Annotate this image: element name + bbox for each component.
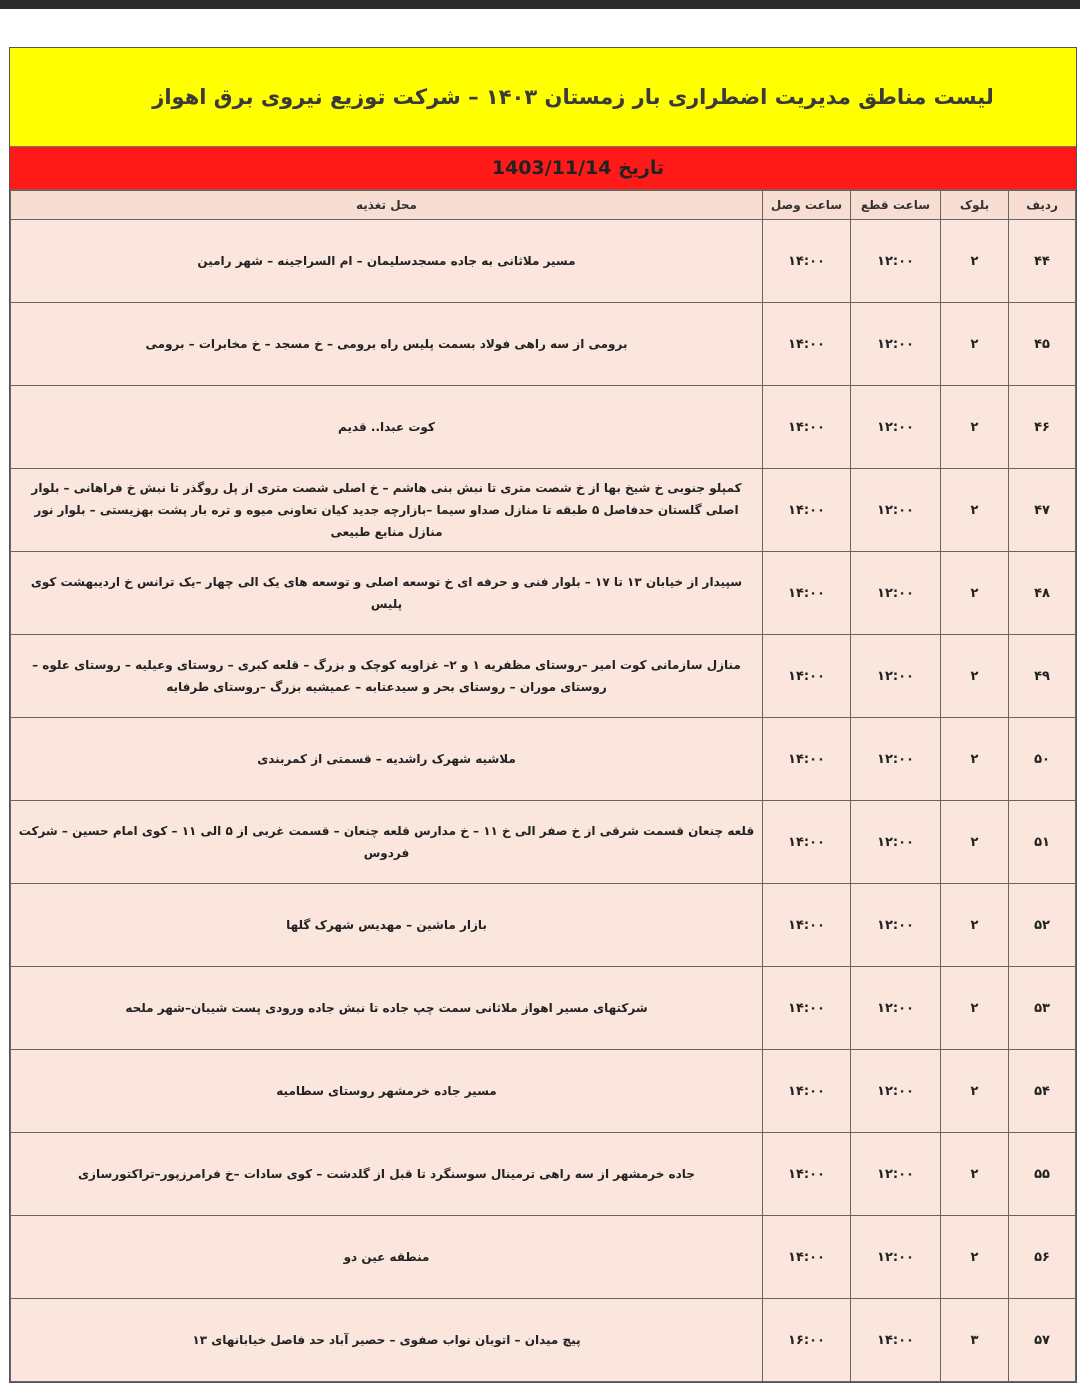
table-row [11,718,1076,801]
cut-time-cell: ۱۲:۰۰ [851,967,941,1050]
row-number: ۴۸ [1009,552,1076,635]
row-number: ۴۹ [1009,635,1076,718]
cut-time-cell: ۱۲:۰۰ [851,801,941,884]
row-number: ۵۴ [1009,1050,1076,1133]
cut-time-cell: ۱۲:۰۰ [851,635,941,718]
block-cell: ۳ [941,1299,1009,1382]
connect-time-cell: ۱۴:۰۰ [763,1050,851,1133]
location-cell: مسیر جاده خرمشهر روستای سطامیه [11,1050,763,1133]
cut-time-cell: ۱۲:۰۰ [851,884,941,967]
table-row [11,386,1076,469]
cut-time-cell: ۱۲:۰۰ [851,469,941,552]
connect-time-cell: ۱۴:۰۰ [763,220,851,303]
table-row [11,1050,1076,1133]
table-row [11,801,1076,884]
row-number: ۵۶ [1009,1216,1076,1299]
table-row [11,303,1076,386]
connect-time-cell: ۱۴:۰۰ [763,967,851,1050]
connect-time-cell: ۱۴:۰۰ [763,303,851,386]
row-number: ۴۵ [1009,303,1076,386]
status-bar [0,0,1080,9]
block-cell: ۲ [941,1216,1009,1299]
row-number: ۵۰ [1009,718,1076,801]
outage-table [10,190,1076,1382]
header-location: محل تغذیه [11,191,763,220]
location-cell: پیچ میدان – اتوبان نواب صفوی – حصیر آباد حد فاصل خیابانهای ۱۳ [11,1299,763,1382]
cut-time-cell: ۱۲:۰۰ [851,386,941,469]
block-cell: ۲ [941,469,1009,552]
row-number: ۵۳ [1009,967,1076,1050]
connect-time-cell: ۱۴:۰۰ [763,635,851,718]
cut-time-cell: ۱۲:۰۰ [851,1050,941,1133]
header-block: بلوک [941,191,1009,220]
cut-time-cell: ۱۲:۰۰ [851,1133,941,1216]
row-number: ۵۲ [1009,884,1076,967]
block-cell: ۲ [941,386,1009,469]
block-cell: ۲ [941,303,1009,386]
location-cell: منطقه عین دو [11,1216,763,1299]
block-cell: ۲ [941,1133,1009,1216]
connect-time-cell: ۱۴:۰۰ [763,552,851,635]
schedule-document [9,47,1077,1383]
block-cell: ۲ [941,220,1009,303]
header-cut-time: ساعت قطع [851,191,941,220]
title-band [10,48,1076,147]
connect-time-cell: ۱۴:۰۰ [763,386,851,469]
cut-time-cell: ۱۲:۰۰ [851,220,941,303]
table-row [11,469,1076,552]
connect-time-cell: ۱۴:۰۰ [763,1133,851,1216]
location-cell: قلعه چنعان قسمت شرقی از خ صفر الی خ ۱۱ – خ مدارس قلعه چنعان – قسمت غربی از ۵ الی ۱۱ – کوی امام حسین – شرکت فردوس [11,801,763,884]
table-row [11,884,1076,967]
location-cell: مسیر ملاثانی به جاده مسجدسلیمان – ام السراجینه – شهر رامین [11,220,763,303]
connect-time-cell: ۱۴:۰۰ [763,718,851,801]
cut-time-cell: ۱۲:۰۰ [851,303,941,386]
location-cell: شرکتهای مسیر اهواز ملاثانی سمت چپ جاده تا نبش جاده ورودی پست شیبان–شهر ملحه [11,967,763,1050]
table-row [11,967,1076,1050]
location-cell: کمپلو جنوبی خ شیخ بها از خ شصت متری تا نبش بنی هاشم – خ اصلی شصت متری از پل روگذر تا نبش خ فراهانی – بلوار اصلی گلستان حدفاصل ۵ طبقه تا منازل صداو سیما –بازارچه جدید کیان تعاونی میوه و تره بار پشت بهزیستی – بلوار نور منازل منابع طبیعی [11,469,763,552]
document-title: لیست مناطق مدیریت اضطراری بار زمستان ۱۴۰۳ – شرکت توزیع نیروی برق اهواز [152,85,994,109]
row-number: ۵۷ [1009,1299,1076,1382]
row-number: ۵۱ [1009,801,1076,884]
table-row [11,552,1076,635]
location-cell: بازار ماشین – مهدیس شهرک گلها [11,884,763,967]
date-band [10,147,1076,190]
cut-time-cell: ۱۴:۰۰ [851,1299,941,1382]
block-cell: ۲ [941,1050,1009,1133]
table-row [11,1216,1076,1299]
connect-time-cell: ۱۶:۰۰ [763,1299,851,1382]
block-cell: ۲ [941,884,1009,967]
table-row [11,635,1076,718]
location-cell: منازل سازمانی کوت امیر –روستای مظفریه ۱ و ۲– غزاویه کوچک و بزرگ – قلعه کبری – روستای وعیلیه – روستای علوه – روستای موران – روستای بحر و سیدعتابه – عمیشیه بزرگ –روستای طرفایه [11,635,763,718]
table-header-row [11,191,1076,220]
table-row [11,1133,1076,1216]
row-number: ۴۴ [1009,220,1076,303]
location-cell: ملاشیه شهرک راشدیه – قسمتی از کمربندی [11,718,763,801]
row-number: ۴۷ [1009,469,1076,552]
location-cell: سپیدار از خیابان ۱۳ تا ۱۷ – بلوار فنی و حرفه ای خ توسعه اصلی و توسعه های یک الی چهار –یک ترانس خ اردیبهشت کوی پلیس [11,552,763,635]
connect-time-cell: ۱۴:۰۰ [763,884,851,967]
header-row-number: ردیف [1009,191,1076,220]
block-cell: ۲ [941,635,1009,718]
row-number: ۵۵ [1009,1133,1076,1216]
header-connect-time: ساعت وصل [763,191,851,220]
row-number: ۴۶ [1009,386,1076,469]
cut-time-cell: ۱۲:۰۰ [851,552,941,635]
connect-time-cell: ۱۴:۰۰ [763,1216,851,1299]
block-cell: ۲ [941,967,1009,1050]
table-row [11,1299,1076,1382]
cut-time-cell: ۱۲:۰۰ [851,718,941,801]
connect-time-cell: ۱۴:۰۰ [763,801,851,884]
location-cell: جاده خرمشهر از سه راهی ترمینال سوسنگرد تا قبل از گلدشت – کوی سادات –خ فرامرزپور–تراکتورسازی [11,1133,763,1216]
location-cell: کوت عبدا.. قدیم [11,386,763,469]
cut-time-cell: ۱۲:۰۰ [851,1216,941,1299]
location-cell: برومی از سه راهی فولاد بسمت پلیس راه برومی – خ مسجد – خ مخابرات – برومی [11,303,763,386]
block-cell: ۲ [941,552,1009,635]
block-cell: ۲ [941,718,1009,801]
connect-time-cell: ۱۴:۰۰ [763,469,851,552]
document-date: تاریخ 1403/11/14 [491,157,665,179]
block-cell: ۲ [941,801,1009,884]
table-row [11,220,1076,303]
